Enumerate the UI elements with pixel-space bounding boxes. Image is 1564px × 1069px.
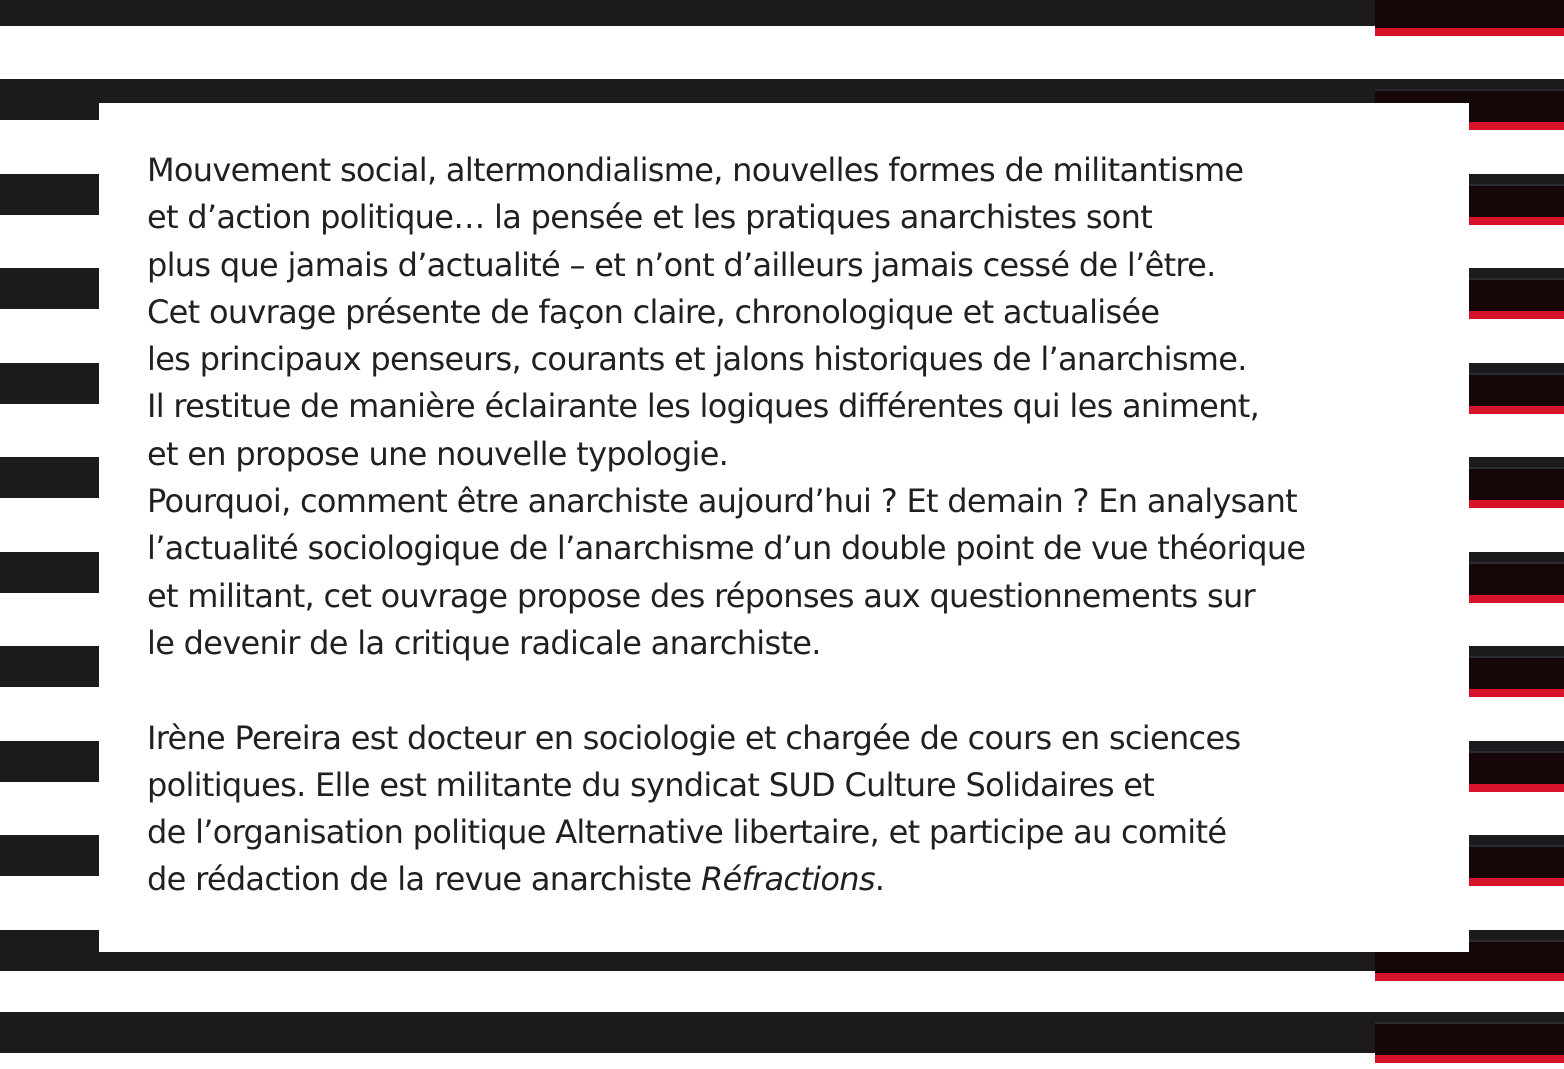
description-line: le devenir de la critique radicale anarchiste.: [147, 623, 821, 662]
stripe-accent: [1469, 751, 1564, 792]
author-bio-line: politiques. Elle est militante du syndicat SUD Culture Solidaires et: [147, 765, 1155, 804]
stripe-accent: [1469, 373, 1564, 414]
paragraph-gap: [147, 667, 1407, 714]
description-line: les principaux penseurs, courants et jalons historiques de l’anarchisme.: [147, 340, 1247, 379]
description-line: et en propose une nouvelle typologie.: [147, 434, 729, 473]
stripe-accent: [1469, 562, 1564, 603]
blurb-text: [147, 147, 1407, 904]
stripe-accent: [1469, 278, 1564, 319]
author-bio-end: .: [874, 860, 885, 899]
stripe-accent: [1375, 0, 1564, 36]
stripe-accent: [1375, 1022, 1564, 1063]
description-line: Pourquoi, comment être anarchiste aujourd’hui ? Et demain ? En analysant: [147, 482, 1297, 521]
description-line: plus que jamais d’actualité – et n’ont d’ailleurs jamais cessé de l’être.: [147, 245, 1216, 284]
description-line: Cet ouvrage présente de façon claire, chronologique et actualisée: [147, 292, 1160, 331]
author-bio-last-line: [147, 856, 1407, 903]
stripe: [0, 0, 1564, 26]
description-line: et militant, cet ouvrage propose des réponses aux questionnements sur: [147, 576, 1255, 615]
description-line: Mouvement social, altermondialisme, nouvelles formes de militantisme: [147, 151, 1244, 189]
stripe-accent: [1469, 845, 1564, 886]
stripe-accent: [1469, 467, 1564, 508]
author-bio-text: de rédaction de la revue anarchiste: [147, 860, 701, 899]
text-panel: [99, 103, 1469, 952]
description-line: et d’action politique… la pensée et les pratiques anarchistes sont: [147, 198, 1153, 237]
journal-title: Réfractions: [700, 860, 875, 899]
description-line: Il restitue de manière éclairante les logiques différentes qui les animent,: [147, 387, 1260, 426]
author-bio-line: de l’organisation politique Alternative libertaire, et participe au comité: [147, 813, 1227, 852]
stripe-accent: [1469, 184, 1564, 225]
description-line: l’actualité sociologique de l’anarchisme d’un double point de vue théorique: [147, 529, 1306, 568]
stripe: [0, 1012, 1564, 1053]
stripe-accent: [1469, 656, 1564, 697]
author-bio-line: Irène Pereira est docteur en sociologie et chargée de cours en sciences: [147, 718, 1241, 757]
